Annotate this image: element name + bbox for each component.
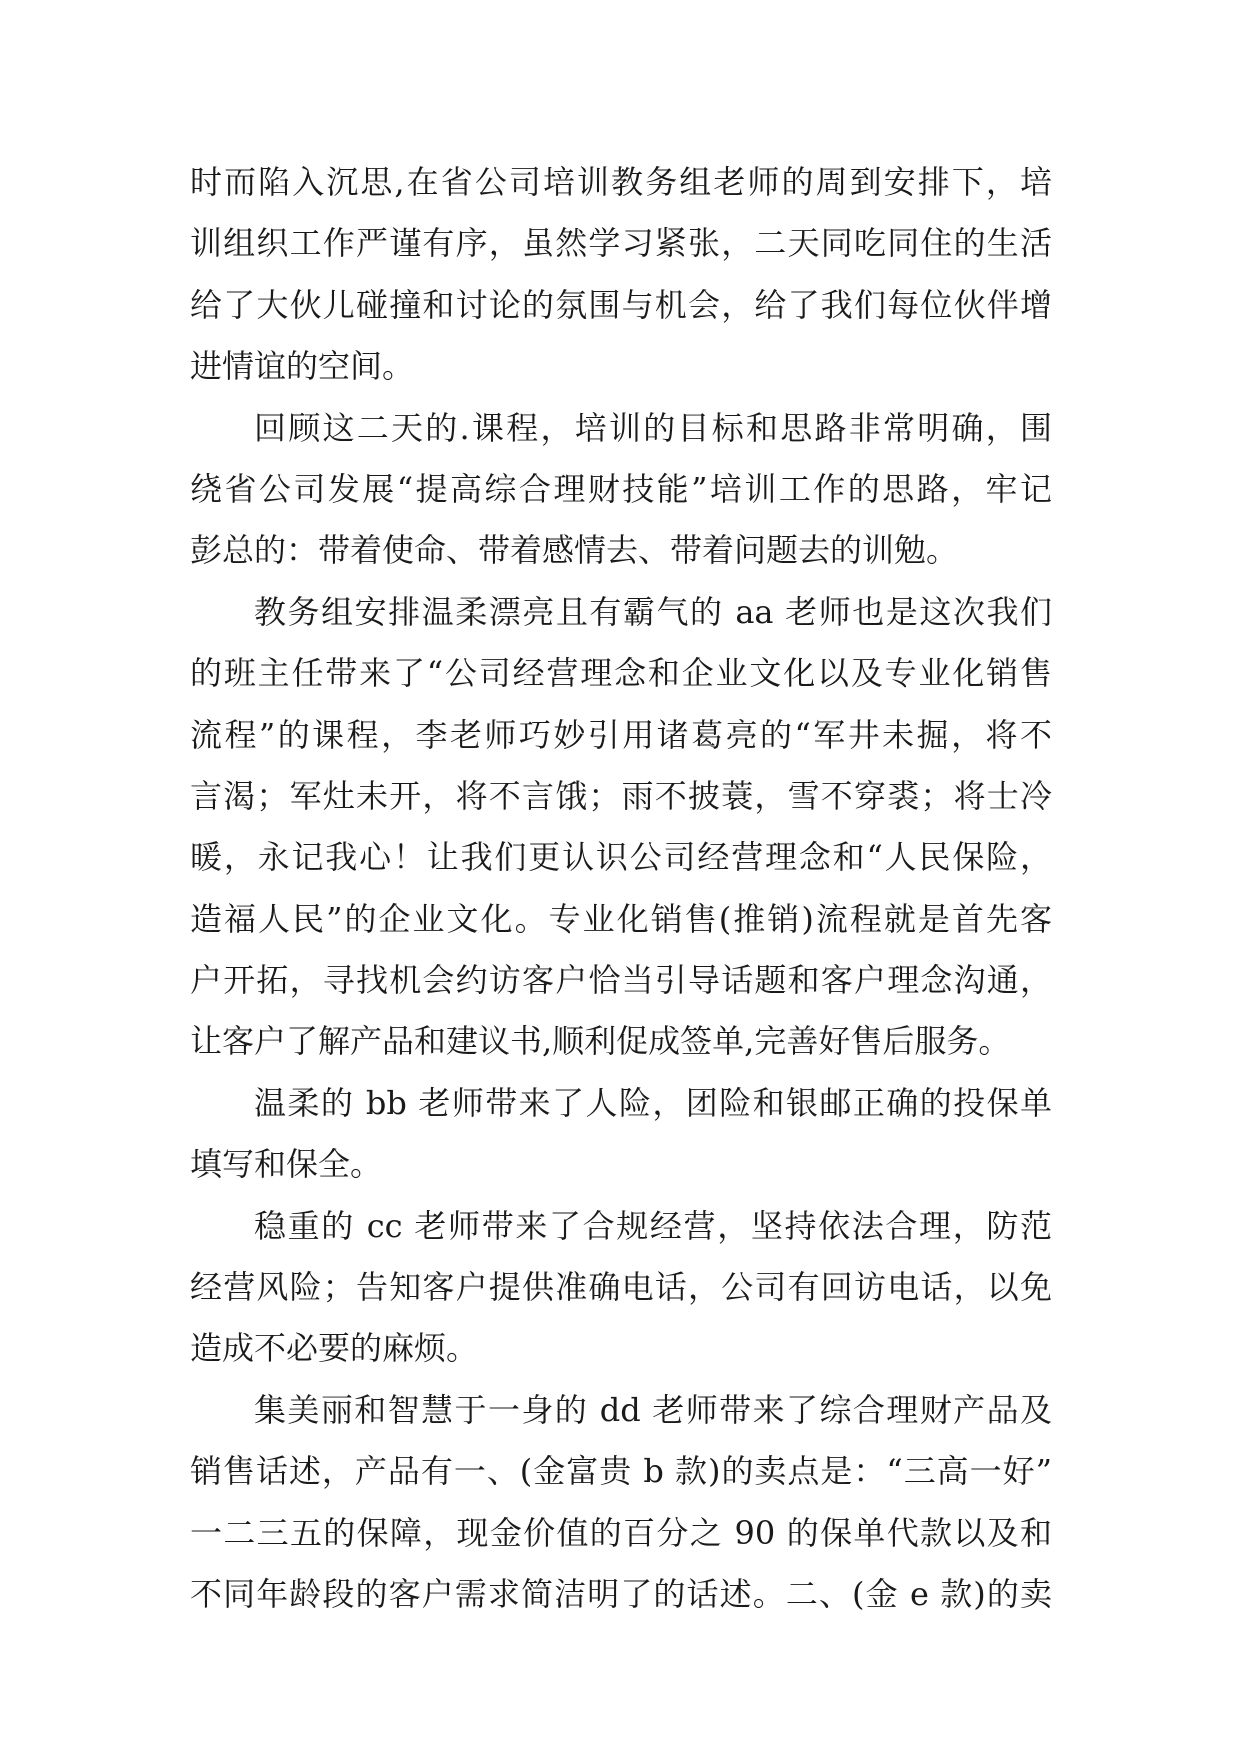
text-line: 经营风险；告知客户提供准确电话，公司有回访电话，以免 [190, 1268, 1052, 1307]
text-line: 流程”的课程，李老师巧妙引用诸葛亮的“军井未掘，将不 [190, 715, 1052, 754]
document-body [190, 152, 1052, 1625]
text-line: 户开拓，寻找机会约访客户恰当引导话题和客户理念沟通， [190, 961, 1052, 1000]
text-line: 填写和保全。 [190, 1145, 383, 1184]
text-line: 造成不必要的麻烦。 [190, 1329, 479, 1368]
paragraph [190, 1073, 1052, 1196]
text-line: 一二三五的保障，现金价值的百分之 90 的保单代款以及和 [190, 1513, 1052, 1552]
text-line: 温柔的 bb 老师带来了人险，团险和银邮正确的投保单 [254, 1083, 1052, 1122]
paragraph [190, 1380, 1052, 1626]
text-line: 训组织工作严谨有序，虽然学习紧张，二天同吃同住的生活 [190, 224, 1052, 263]
text-line: 集美丽和智慧于一身的 dd 老师带来了综合理财产品及 [254, 1390, 1052, 1429]
text-line: 的班主任带来了“公司经营理念和企业文化以及专业化销售 [190, 654, 1052, 693]
text-line: 言渴；军灶未开，将不言饿；雨不披蓑，雪不穿裘；将士冷 [190, 776, 1052, 815]
text-line: 造福人民”的企业文化。专业化销售(推销)流程就是首先客 [190, 899, 1052, 938]
text-line: 进情谊的空间。 [190, 347, 415, 386]
text-line: 稳重的 cc 老师带来了合规经营，坚持依法合理，防范 [254, 1206, 1052, 1245]
paragraph [190, 152, 1052, 398]
text-line: 彭总的：带着使命、带着感情去、带着问题去的训勉。 [190, 531, 959, 570]
text-line: 给了大伙儿碰撞和讨论的氛围与机会，给了我们每位伙伴增 [190, 285, 1052, 324]
text-line: 不同年龄段的客户需求简洁明了的话述。二、(金 e 款)的卖 [190, 1574, 1052, 1613]
text-line: 时而陷入沉思,在省公司培训教务组老师的周到安排下，培 [190, 163, 1052, 201]
text-line: 让客户了解产品和建议书,顺利促成签单,完善好售后服务。 [190, 1022, 1011, 1061]
text-line: 教务组安排温柔漂亮且有霸气的 aa 老师也是这次我们 [254, 592, 1052, 631]
text-line: 回顾这二天的.课程，培训的目标和思路非常明确，围 [254, 408, 1052, 447]
paragraph [190, 398, 1052, 582]
paragraph [190, 582, 1052, 1073]
text-line: 绕省公司发展“提高综合理财技能”培训工作的思路，牢记 [190, 469, 1052, 508]
text-line: 暖，永记我心！让我们更认识公司经营理念和“人民保险， [190, 838, 1052, 877]
text-line: 销售话述，产品有一、(金富贵 b 款)的卖点是：“三高一好” [190, 1452, 1052, 1491]
paragraph [190, 1196, 1052, 1380]
